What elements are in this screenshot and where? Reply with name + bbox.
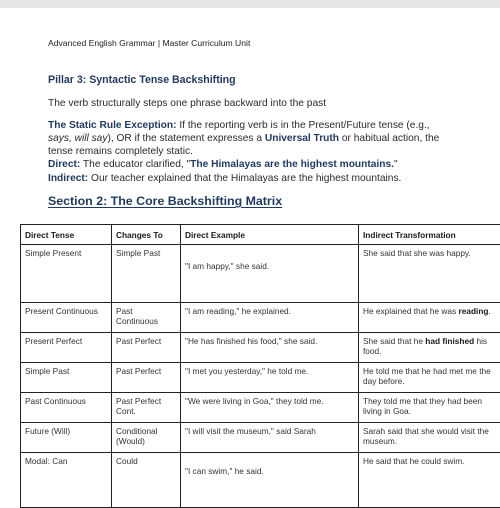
cell-changes: Could — [112, 453, 181, 508]
table-row — [21, 423, 500, 453]
cell-changes: Past Continuous — [112, 303, 181, 333]
table-row — [21, 453, 500, 508]
exception-line-1 — [48, 120, 430, 131]
table-row — [21, 363, 500, 393]
indirect-text: Our teacher explained that the Himalayas are the highest mountains. — [88, 173, 401, 184]
cell-example: "I will visit the museum," said Sarah — [181, 423, 359, 453]
cell-indirect: She said that she was happy. — [359, 245, 500, 303]
indirect-pre: He explained that he was — [363, 306, 458, 316]
exception-text-1: If the reporting verb is in the Present/Future tense (e.g., — [177, 120, 430, 131]
direct-end: " — [394, 159, 398, 170]
cell-tense: Past Continuous — [21, 393, 112, 423]
header-changes-to: Changes To — [112, 225, 181, 245]
cell-changes: Past Perfect — [112, 363, 181, 393]
indirect-post: . — [488, 306, 490, 316]
exception-line-2 — [48, 133, 439, 144]
cell-changes: Past Perfect — [112, 333, 181, 363]
table-row — [21, 333, 500, 363]
pillar-title: Pillar 3: Syntactic Tense Backshifting — [48, 74, 236, 86]
cell-indirect: They told me that they had been living in Goa. — [359, 393, 500, 423]
cell-example: "I am happy," she said. — [181, 245, 359, 303]
exception-text-3: or habitual action, the — [339, 133, 439, 144]
indirect-label: Indirect: — [48, 173, 88, 184]
exception-example: says, will say — [48, 133, 107, 144]
pillar-intro: The verb structurally steps one phrase backward into the past — [48, 98, 326, 109]
exception-line-3: tense remains completely static. — [48, 146, 193, 157]
cell-example: "I met you yesterday," he told me. — [181, 363, 359, 393]
universal-truth-text: Universal Truth — [265, 133, 339, 144]
cell-example: "He has finished his food," she said. — [181, 333, 359, 363]
header-direct-tense: Direct Tense — [21, 225, 112, 245]
section-title: Section 2: The Core Backshifting Matrix — [48, 194, 282, 208]
cell-tense: Future (Will) — [21, 423, 112, 453]
cell-tense: Simple Past — [21, 363, 112, 393]
table-row — [21, 393, 500, 423]
direct-text: The educator clarified, " — [80, 159, 190, 170]
cell-example: "I am reading," he explained. — [181, 303, 359, 333]
direct-quote: The Himalayas are the highest mountains. — [190, 159, 394, 170]
exception-text-2: ), OR if the statement expresses a — [107, 133, 264, 144]
indirect-highlight: reading — [458, 306, 488, 316]
table-row — [21, 245, 500, 303]
indirect-example — [48, 173, 401, 184]
cell-example: "I can swim," he said. — [181, 453, 359, 508]
table-row — [21, 303, 500, 333]
cell-indirect: He said that he could swim. — [359, 453, 500, 508]
indirect-post: his food. — [363, 336, 487, 356]
cell-indirect: He told me that he had met me the day before. — [359, 363, 500, 393]
header-indirect-transformation: Indirect Transformation — [359, 225, 500, 245]
cell-indirect — [359, 303, 500, 333]
document-header: Advanced English Grammar | Master Curriculum Unit — [48, 38, 250, 48]
cell-tense: Modal: Can — [21, 453, 112, 508]
cell-changes: Past Perfect Cont. — [112, 393, 181, 423]
cell-example: "We were living in Goa," they told me. — [181, 393, 359, 423]
direct-label: Direct: — [48, 159, 80, 170]
backshifting-table — [20, 224, 500, 508]
document-page — [0, 8, 500, 476]
top-bar — [0, 0, 500, 8]
exception-label: The Static Rule Exception: — [48, 120, 177, 131]
indirect-pre: She said that he — [363, 336, 425, 346]
cell-tense: Simple Present — [21, 245, 112, 303]
cell-indirect: Sarah said that she would visit the museum. — [359, 423, 500, 453]
cell-tense: Present Continuous — [21, 303, 112, 333]
cell-indirect — [359, 333, 500, 363]
table-header-row — [21, 225, 500, 245]
direct-example — [48, 159, 398, 170]
cell-changes: Conditional (Would) — [112, 423, 181, 453]
cell-changes: Simple Past — [112, 245, 181, 303]
header-direct-example: Direct Example — [181, 225, 359, 245]
indirect-highlight: had finished — [425, 336, 474, 346]
cell-tense: Present Perfect — [21, 333, 112, 363]
